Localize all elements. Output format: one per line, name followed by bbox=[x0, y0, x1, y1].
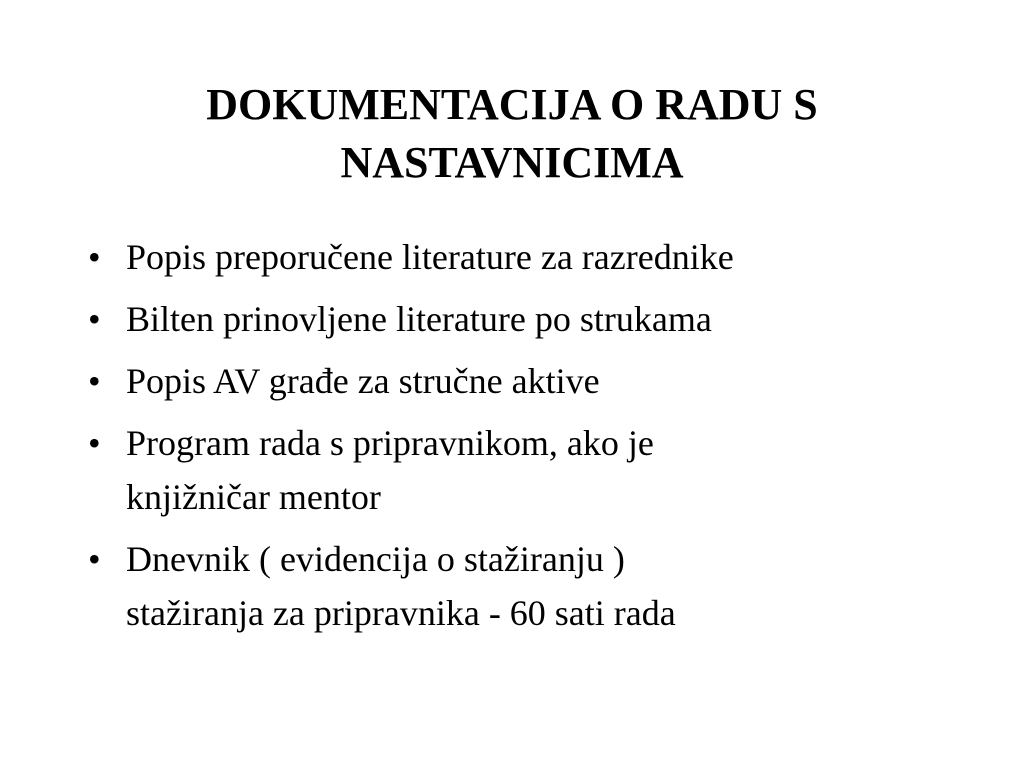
bullet-text bbox=[126, 416, 948, 524]
slide-title bbox=[80, 76, 944, 192]
bullet-icon: • bbox=[88, 539, 101, 579]
slide-title-line-2: NASTAVNICIMA bbox=[340, 138, 684, 187]
bullet-icon: • bbox=[88, 361, 101, 401]
bullet-line: Dnevnik ( evidencija o stažiranju ) bbox=[126, 539, 625, 579]
bullet-item-trainee-program bbox=[88, 416, 948, 524]
bullet-line: stažiranja za pripravnika - 60 sati rada bbox=[126, 593, 676, 633]
bullet-text bbox=[126, 354, 948, 408]
bullet-icon: • bbox=[88, 423, 101, 463]
bullet-text bbox=[126, 532, 948, 640]
bullet-line: Popis preporučene literature za razrednike bbox=[126, 237, 734, 277]
bullet-item-av-materials bbox=[88, 354, 948, 408]
bullet-list bbox=[88, 230, 948, 648]
slide-title-line-1: DOKUMENTACIJA O RADU S bbox=[206, 80, 818, 129]
bullet-line: Program rada s pripravnikom, ako je bbox=[126, 423, 654, 463]
bullet-text bbox=[126, 230, 948, 284]
bullet-line: knjižničar mentor bbox=[126, 477, 381, 517]
bullet-item-bulletin bbox=[88, 292, 948, 346]
bullet-icon: • bbox=[88, 237, 101, 277]
bullet-text bbox=[126, 292, 948, 346]
bullet-line: Popis AV građe za stručne aktive bbox=[126, 361, 600, 401]
bullet-line: Bilten prinovljene literature po strukama bbox=[126, 299, 712, 339]
bullet-item-internship-diary bbox=[88, 532, 948, 640]
bullet-icon: • bbox=[88, 299, 101, 339]
bullet-item-literature-list bbox=[88, 230, 948, 284]
